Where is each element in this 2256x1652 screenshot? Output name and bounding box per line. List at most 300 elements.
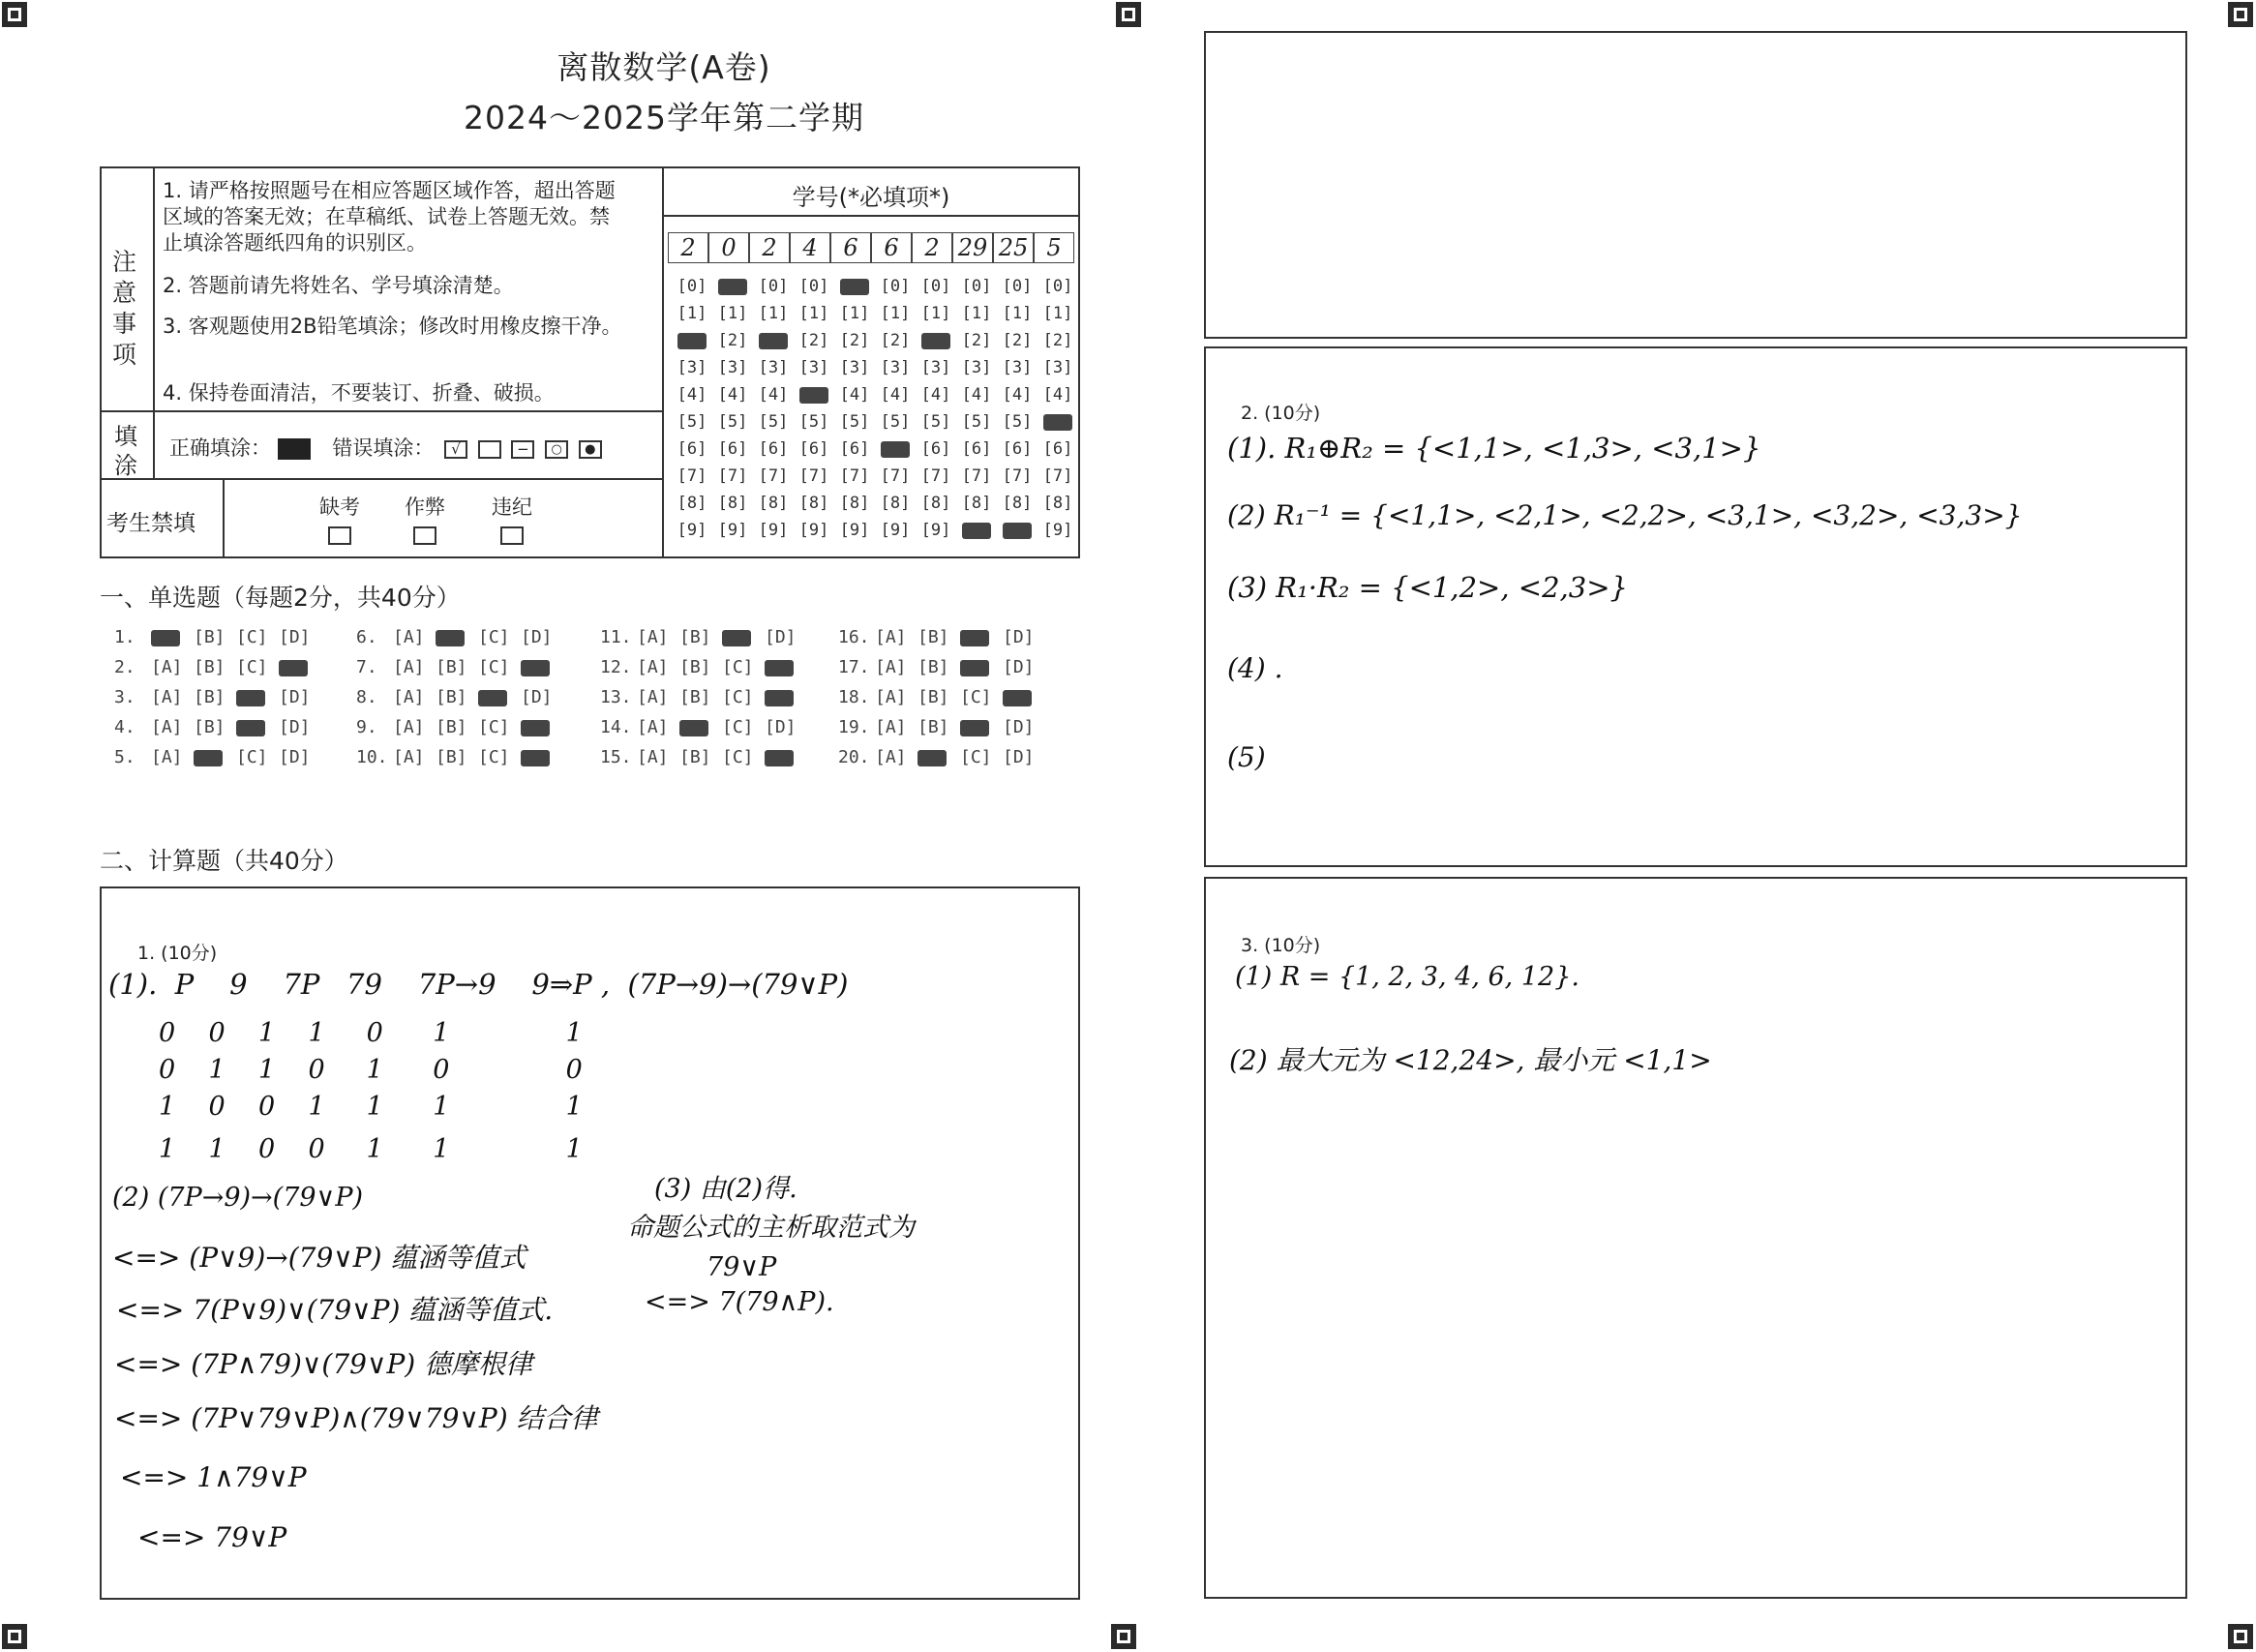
student-id-bubble[interactable]: [8]: [677, 494, 707, 513]
mcq-option[interactable]: [B]: [194, 657, 226, 677]
student-id-bubble[interactable]: [8]: [1002, 494, 1033, 513]
corner-mark-bottom-left: [2, 1624, 27, 1649]
mcq-option[interactable]: [D]: [1003, 747, 1035, 767]
q1-step-5: <=> (7P∨79∨P)∧(79∨79∨P) 结合律: [114, 1402, 598, 1434]
student-id-bubble[interactable]: [8]: [1042, 494, 1073, 513]
q1-truth-table-header: (1). P 9 7P 79 7P→9 9⇒P , (7P→9)→(79∨P): [108, 968, 849, 1001]
student-id-digit-4: 6: [830, 232, 871, 263]
student-id-bubble[interactable]: [3]: [880, 358, 911, 377]
student-id-bubble[interactable]: [3]: [1002, 358, 1033, 377]
mcq-option[interactable]: [A]: [637, 687, 669, 707]
mcq-option-filled[interactable]: [679, 717, 722, 737]
wrong-fill-label: 错误填涂：: [332, 436, 435, 460]
student-id-bubble[interactable]: [1]: [961, 304, 992, 323]
mcq-option[interactable]: [B]: [917, 627, 949, 647]
mcq-option[interactable]: [C]: [960, 687, 992, 707]
exam-term: 2024～2025学年第二学期: [464, 99, 864, 136]
filled-mark: [1003, 523, 1032, 539]
mcq-option-filled[interactable]: [236, 717, 279, 737]
mcq-option[interactable]: [D]: [279, 627, 311, 647]
mcq-option[interactable]: [A]: [393, 747, 425, 767]
student-id-bubble[interactable]: [6]: [758, 439, 789, 459]
mcq-option-filled[interactable]: [236, 687, 279, 707]
mcq-option[interactable]: [C]: [722, 687, 754, 707]
student-id-title-divider: [662, 215, 1080, 217]
student-id-bubble[interactable]: [0]: [1042, 277, 1073, 296]
mcq-option-filled[interactable]: [194, 747, 236, 767]
student-id-bubble[interactable]: [4]: [880, 385, 911, 405]
filled-mark: [236, 720, 265, 736]
student-id-digit-7: 29: [952, 232, 993, 263]
student-id-bubble[interactable]: [4]: [920, 385, 951, 405]
student-id-bubble-filled[interactable]: [956, 521, 997, 540]
student-id-bubble[interactable]: [1]: [717, 304, 748, 323]
student-id-bubble[interactable]: [9]: [880, 521, 911, 540]
student-id-bubble[interactable]: [2]: [961, 331, 992, 350]
mcq-question-17: [838, 657, 1045, 677]
mcq-number: 7.: [356, 657, 377, 677]
student-id-bubble-filled[interactable]: [794, 385, 834, 405]
mcq-question-6: [356, 627, 563, 647]
student-id-bubble[interactable]: [6]: [1042, 439, 1073, 459]
student-id-bubble[interactable]: [8]: [839, 494, 870, 513]
student-id-bubble-row-9: [672, 521, 1078, 540]
student-id-bubble-filled[interactable]: [834, 277, 875, 296]
mcq-option[interactable]: [A]: [393, 717, 425, 737]
mcq-option[interactable]: [B]: [679, 657, 711, 677]
student-id-bubble[interactable]: [9]: [798, 521, 829, 540]
student-id-bubble[interactable]: [5]: [758, 412, 789, 432]
student-id-bubble-filled[interactable]: [753, 331, 794, 350]
mcq-number: 1.: [114, 627, 135, 647]
mcq-question-3: [114, 687, 321, 707]
student-id-bubble[interactable]: [6]: [798, 439, 829, 459]
fill-label: 填涂: [114, 423, 137, 479]
mcq-number: 18.: [838, 687, 870, 707]
student-id-bubble-filled[interactable]: [916, 331, 956, 350]
notice-divider-v: [153, 166, 155, 478]
student-id-bubble[interactable]: [0]: [920, 277, 951, 296]
mcq-option[interactable]: [D]: [765, 717, 797, 737]
student-id-bubble[interactable]: [6]: [839, 439, 870, 459]
mcq-option[interactable]: [A]: [637, 747, 669, 767]
student-id-bubble[interactable]: [7]: [758, 466, 789, 486]
corner-mark-top-right: [2228, 2, 2253, 27]
q1-part3-line-3: 79∨P: [707, 1252, 777, 1282]
mcq-question-12: [600, 657, 807, 677]
section2-title: 二、计算题（共40分）: [100, 847, 348, 875]
student-id-bubble[interactable]: [5]: [798, 412, 829, 432]
mcq-question-16: [838, 627, 1045, 647]
mcq-option[interactable]: [B]: [917, 687, 949, 707]
student-id-bubble[interactable]: [2]: [1002, 331, 1033, 350]
mcq-option-filled[interactable]: [960, 627, 1003, 647]
mcq-option[interactable]: [B]: [679, 627, 711, 647]
student-id-bubble[interactable]: [7]: [880, 466, 911, 486]
mcq-option-filled[interactable]: [765, 657, 807, 677]
q1-step-6: <=> 1∧79∨P: [120, 1461, 307, 1493]
mcq-option[interactable]: [C]: [478, 747, 510, 767]
student-id-bubble[interactable]: [7]: [920, 466, 951, 486]
forbidden-violation: [492, 492, 532, 545]
mcq-option-filled[interactable]: [151, 627, 194, 647]
mcq-question-13: [600, 687, 807, 707]
student-id-bubble[interactable]: [2]: [1042, 331, 1073, 350]
mcq-option[interactable]: [A]: [637, 717, 669, 737]
q1-truth-row-1: 0 0 1 1 0 1 1: [159, 1018, 583, 1048]
student-id-bubble[interactable]: [7]: [839, 466, 870, 486]
mcq-number: 4.: [114, 717, 135, 737]
mcq-option-filled[interactable]: [279, 657, 321, 677]
mcq-option[interactable]: [A]: [637, 657, 669, 677]
mcq-option[interactable]: [D]: [521, 687, 553, 707]
mcq-option[interactable]: [C]: [722, 657, 754, 677]
mcq-question-1: [114, 627, 321, 647]
mcq-option[interactable]: [D]: [279, 687, 311, 707]
student-id-bubble-row-3: [672, 358, 1078, 377]
student-id-bubble[interactable]: [8]: [798, 494, 829, 513]
student-id-bubble[interactable]: [1]: [839, 304, 870, 323]
notice-divider-h2: [100, 478, 664, 480]
student-id-bubble[interactable]: [5]: [880, 412, 911, 432]
mcq-option[interactable]: [B]: [917, 657, 949, 677]
student-id-bubble[interactable]: [1]: [1042, 304, 1073, 323]
mcq-question-15: [600, 747, 807, 767]
wrong-mark-circle: ○: [545, 440, 568, 459]
mcq-option[interactable]: [A]: [393, 657, 425, 677]
student-id-bubble[interactable]: [1]: [880, 304, 911, 323]
notice-item-2: 2. 答题前请先将姓名、学号填涂清楚。: [163, 274, 514, 297]
student-id-bubble[interactable]: [3]: [839, 358, 870, 377]
mcq-option[interactable]: [B]: [436, 747, 467, 767]
mcq-number: 12.: [600, 657, 632, 677]
student-id-bubble-row-5: [672, 412, 1078, 432]
forbidden-cheat: [405, 492, 445, 545]
mcq-option[interactable]: [B]: [194, 717, 226, 737]
student-id-bubble[interactable]: [2]: [880, 331, 911, 350]
filled-mark: [521, 750, 550, 766]
student-id-bubble[interactable]: [0]: [880, 277, 911, 296]
mcq-option[interactable]: [A]: [151, 747, 183, 767]
student-id-digit-2: 2: [749, 232, 790, 263]
filled-mark: [960, 660, 989, 676]
corner-mark-bottom-middle: [1111, 1624, 1136, 1649]
wrong-mark-check: √: [444, 440, 467, 459]
mcq-option-filled[interactable]: [478, 687, 521, 707]
mcq-option[interactable]: [D]: [1003, 717, 1035, 737]
correct-fill-label: 正确填涂：: [169, 436, 271, 460]
student-id-bubble-filled[interactable]: [997, 521, 1038, 540]
mcq-option[interactable]: [D]: [1003, 627, 1035, 647]
filled-mark: [478, 690, 507, 706]
q1-step-4: <=> (7P∧79)∨(79∨P) 德摩根律: [114, 1348, 533, 1380]
student-id-bubble[interactable]: [7]: [1042, 466, 1073, 486]
mcq-number: 16.: [838, 627, 870, 647]
mcq-question-18: [838, 687, 1045, 707]
mcq-option[interactable]: [C]: [722, 717, 754, 737]
mcq-option-filled[interactable]: [1003, 687, 1045, 707]
student-id-bubble[interactable]: [1]: [920, 304, 951, 323]
filled-mark: [765, 750, 794, 766]
mcq-option[interactable]: [B]: [917, 717, 949, 737]
student-id-bubble[interactable]: [3]: [920, 358, 951, 377]
student-id-bubble-filled[interactable]: [712, 277, 753, 296]
mcq-option-filled[interactable]: [436, 627, 478, 647]
q1-label: 1. (10分): [137, 943, 218, 964]
mcq-option[interactable]: [A]: [393, 687, 425, 707]
student-id-bubble[interactable]: [2]: [798, 331, 829, 350]
filled-mark: [151, 630, 180, 646]
mcq-option[interactable]: [C]: [236, 747, 268, 767]
mcq-option[interactable]: [D]: [279, 747, 311, 767]
mcq-question-9: [356, 717, 563, 737]
mcq-option[interactable]: [A]: [637, 627, 669, 647]
student-id-bubble[interactable]: [8]: [961, 494, 992, 513]
mcq-option[interactable]: [C]: [478, 717, 510, 737]
student-id-bubble-row-7: [672, 466, 1078, 486]
forbidden-divider: [223, 478, 225, 558]
student-id-bubble[interactable]: [5]: [961, 412, 992, 432]
student-id-bubble[interactable]: [0]: [758, 277, 789, 296]
student-id-digit-1: 0: [708, 232, 749, 263]
mcq-option-filled[interactable]: [917, 747, 960, 767]
student-id-bubble[interactable]: [0]: [961, 277, 992, 296]
q1-part3-line-1: (3) 由(2)得.: [654, 1174, 797, 1204]
student-id-bubble[interactable]: [7]: [1002, 466, 1033, 486]
filled-mark: [962, 523, 991, 539]
mcq-option[interactable]: [A]: [875, 717, 907, 737]
filled-mark: [1003, 690, 1032, 706]
mcq-question-10: [356, 747, 563, 767]
student-id-bubble[interactable]: [3]: [961, 358, 992, 377]
student-id-bubble[interactable]: [0]: [798, 277, 829, 296]
filled-mark: [279, 660, 308, 676]
mcq-option[interactable]: [B]: [194, 627, 226, 647]
filled-mark: [236, 690, 265, 706]
mcq-option-filled[interactable]: [960, 657, 1003, 677]
mcq-number: 14.: [600, 717, 632, 737]
student-id-bubble[interactable]: [5]: [717, 412, 748, 432]
student-id-bubble[interactable]: [4]: [1042, 385, 1073, 405]
mcq-option[interactable]: [C]: [722, 747, 754, 767]
student-id-bubble[interactable]: [0]: [677, 277, 707, 296]
student-id-bubble[interactable]: [9]: [677, 521, 707, 540]
student-id-bubble-filled[interactable]: [875, 439, 916, 459]
exam-title: 离散数学(A卷): [556, 48, 771, 86]
student-id-bubble[interactable]: [4]: [677, 385, 707, 405]
student-id-bubble-row-0: [672, 277, 1078, 296]
q2-answer-box: [1204, 346, 2187, 867]
filled-mark: [765, 660, 794, 676]
forbidden-cheat-box[interactable]: [413, 526, 436, 545]
filled-mark: [960, 630, 989, 646]
student-id-bubble[interactable]: [7]: [677, 466, 707, 486]
filled-mark: [521, 660, 550, 676]
mcq-number: 6.: [356, 627, 377, 647]
student-id-bubble[interactable]: [0]: [1002, 277, 1033, 296]
q3-part-2: (2) 最大元为 <12,24>, 最小元 <1,1>: [1229, 1044, 1712, 1076]
q2-part-5: (5): [1227, 741, 1266, 773]
mcq-option[interactable]: [D]: [521, 627, 553, 647]
mcq-option[interactable]: [A]: [875, 657, 907, 677]
filled-mark: [960, 720, 989, 736]
notice-item-4: 4. 保持卷面清洁，不要装订、折叠、破损。: [163, 381, 555, 405]
student-id-bubble[interactable]: [6]: [1002, 439, 1033, 459]
mcq-option[interactable]: [A]: [151, 687, 183, 707]
mcq-option[interactable]: [B]: [436, 717, 467, 737]
q2-part-2: (2) R₁⁻¹ = {<1,1>, <2,1>, <2,2>, <3,1>, <3,2>, <3,3>}: [1227, 499, 2023, 531]
mcq-option[interactable]: [D]: [765, 627, 797, 647]
student-id-bubble[interactable]: [3]: [1042, 358, 1073, 377]
mcq-option[interactable]: [C]: [478, 627, 510, 647]
mcq-question-8: [356, 687, 563, 707]
mcq-option[interactable]: [A]: [151, 657, 183, 677]
q1-step-3: <=> 7(P∨9)∨(79∨P) 蕴涵等值式.: [116, 1294, 554, 1326]
mcq-option-filled[interactable]: [765, 747, 807, 767]
student-id-bubble[interactable]: [3]: [677, 358, 707, 377]
mcq-option[interactable]: [C]: [236, 657, 268, 677]
student-id-bubble-filled[interactable]: [672, 331, 712, 350]
mcq-number: 15.: [600, 747, 632, 767]
forbidden-absent-box[interactable]: [328, 526, 351, 545]
filled-mark: [677, 333, 707, 349]
student-id-bubble[interactable]: [8]: [920, 494, 951, 513]
student-id-bubble[interactable]: [6]: [961, 439, 992, 459]
student-id-bubble[interactable]: [7]: [798, 466, 829, 486]
mcq-option[interactable]: [D]: [1003, 657, 1035, 677]
student-id-bubble[interactable]: [8]: [717, 494, 748, 513]
mcq-option[interactable]: [A]: [151, 717, 183, 737]
student-id-bubble[interactable]: [3]: [717, 358, 748, 377]
student-id-bubble[interactable]: [7]: [961, 466, 992, 486]
forbidden-cheat-label: 作弊: [405, 496, 445, 519]
student-id-bubble-row-6: [672, 439, 1078, 459]
student-id-bubble[interactable]: [5]: [839, 412, 870, 432]
student-id-bubble[interactable]: [8]: [758, 494, 789, 513]
mcq-number: 5.: [114, 747, 135, 767]
student-id-bubble[interactable]: [6]: [677, 439, 707, 459]
student-id-bubble[interactable]: [8]: [880, 494, 911, 513]
mcq-number: 19.: [838, 717, 870, 737]
notice-label: 注意事项: [112, 248, 137, 369]
q1-truth-row-3: 1 0 0 1 1 1 1: [159, 1092, 583, 1122]
mcq-option-filled[interactable]: [960, 717, 1003, 737]
mcq-option[interactable]: [C]: [960, 747, 992, 767]
mcq-option[interactable]: [B]: [436, 657, 467, 677]
forbidden-violation-box[interactable]: [500, 526, 524, 545]
mcq-option[interactable]: [A]: [875, 747, 907, 767]
corner-mark-bottom-right: [2228, 1624, 2253, 1649]
student-id-bubble[interactable]: [4]: [1002, 385, 1033, 405]
student-id-bubble[interactable]: [1]: [677, 304, 707, 323]
student-id-bubble[interactable]: [7]: [717, 466, 748, 486]
forbidden-absent: [319, 492, 360, 545]
student-id-bubble[interactable]: [5]: [920, 412, 951, 432]
filled-mark: [840, 279, 869, 295]
q2-part-3: (3) R₁·R₂ = {<1,2>, <2,3>}: [1227, 571, 1628, 604]
filled-mark: [921, 333, 950, 349]
filled-mark: [765, 690, 794, 706]
mcq-option[interactable]: [D]: [279, 717, 311, 737]
student-id-bubble[interactable]: [9]: [717, 521, 748, 540]
student-id-bubble[interactable]: [2]: [717, 331, 748, 350]
student-id-bubble[interactable]: [9]: [1042, 521, 1073, 540]
mcq-number: 13.: [600, 687, 632, 707]
student-id-bubble[interactable]: [1]: [798, 304, 829, 323]
mcq-answer-area: [114, 627, 1082, 782]
student-id-bubble[interactable]: [6]: [717, 439, 748, 459]
filled-mark: [881, 441, 910, 458]
notice-item-1: 1. 请严格按照题号在相应答题区域作答，超出答题区域的答案无效；在草稿纸、试卷上答题无效。禁止填涂答题纸四角的识别区。: [163, 179, 616, 255]
filled-mark: [194, 750, 223, 766]
mcq-question-19: [838, 717, 1045, 737]
student-id-bubble-row-1: [672, 304, 1078, 323]
student-id-bubble[interactable]: [5]: [677, 412, 707, 432]
mcq-option[interactable]: [A]: [393, 627, 425, 647]
q1-step-1: (2) (7P→9)→(79∨P): [112, 1183, 364, 1213]
student-id-bubble[interactable]: [1]: [1002, 304, 1033, 323]
student-id-bubble[interactable]: [5]: [1002, 412, 1033, 432]
mcq-question-14: [600, 717, 807, 737]
mcq-option[interactable]: [C]: [478, 657, 510, 677]
student-id-bubble[interactable]: [6]: [920, 439, 951, 459]
student-id-bubble[interactable]: [1]: [758, 304, 789, 323]
mcq-option[interactable]: [B]: [436, 687, 467, 707]
mcq-option[interactable]: [B]: [194, 687, 226, 707]
student-id-bubble[interactable]: [4]: [961, 385, 992, 405]
q2-part-1: (1). R₁⊕R₂ = {<1,1>, <1,3>, <3,1>}: [1227, 432, 1761, 465]
student-id-bubble[interactable]: [9]: [920, 521, 951, 540]
student-id-digit-3: 4: [790, 232, 830, 263]
student-id-bubble[interactable]: [3]: [798, 358, 829, 377]
student-id-bubble[interactable]: [9]: [839, 521, 870, 540]
student-id-bubble[interactable]: [4]: [839, 385, 870, 405]
fill-rules: [169, 433, 602, 462]
mcq-option[interactable]: [B]: [679, 747, 711, 767]
q1-truth-row-2: 0 1 1 0 1 0 0: [159, 1055, 583, 1085]
mcq-number: 10.: [356, 747, 388, 767]
wrong-mark-partial: [478, 440, 501, 459]
student-id-bubble[interactable]: [2]: [839, 331, 870, 350]
right-top-answer-box: [1204, 31, 2187, 339]
student-id-bubble-filled[interactable]: [1038, 412, 1078, 432]
mcq-option[interactable]: [B]: [679, 687, 711, 707]
q1-truth-row-4: 1 1 0 0 1 1 1: [159, 1134, 583, 1164]
filled-mark: [917, 750, 947, 766]
mcq-number: 3.: [114, 687, 135, 707]
student-id-bubble[interactable]: [4]: [717, 385, 748, 405]
mcq-option[interactable]: [A]: [875, 627, 907, 647]
mcq-option-filled[interactable]: [722, 627, 765, 647]
mcq-number: 9.: [356, 717, 377, 737]
mcq-option-filled[interactable]: [765, 687, 807, 707]
q2-part-4: (4) .: [1227, 652, 1283, 684]
mcq-option[interactable]: [C]: [236, 627, 268, 647]
q1-step-2: <=> (P∨9)→(79∨P) 蕴涵等值式: [112, 1242, 526, 1274]
student-id-bubble[interactable]: [4]: [758, 385, 789, 405]
mcq-option-filled[interactable]: [521, 717, 563, 737]
q3-label: 3. (10分): [1241, 935, 1321, 956]
mcq-option[interactable]: [A]: [875, 687, 907, 707]
mcq-question-2: [114, 657, 321, 677]
student-id-bubble[interactable]: [9]: [758, 521, 789, 540]
student-id-bubble[interactable]: [3]: [758, 358, 789, 377]
mcq-option-filled[interactable]: [521, 747, 563, 767]
mcq-question-11: [600, 627, 807, 647]
mcq-option-filled[interactable]: [521, 657, 563, 677]
filled-mark: [759, 333, 788, 349]
corner-mark-top-left: [2, 2, 27, 27]
